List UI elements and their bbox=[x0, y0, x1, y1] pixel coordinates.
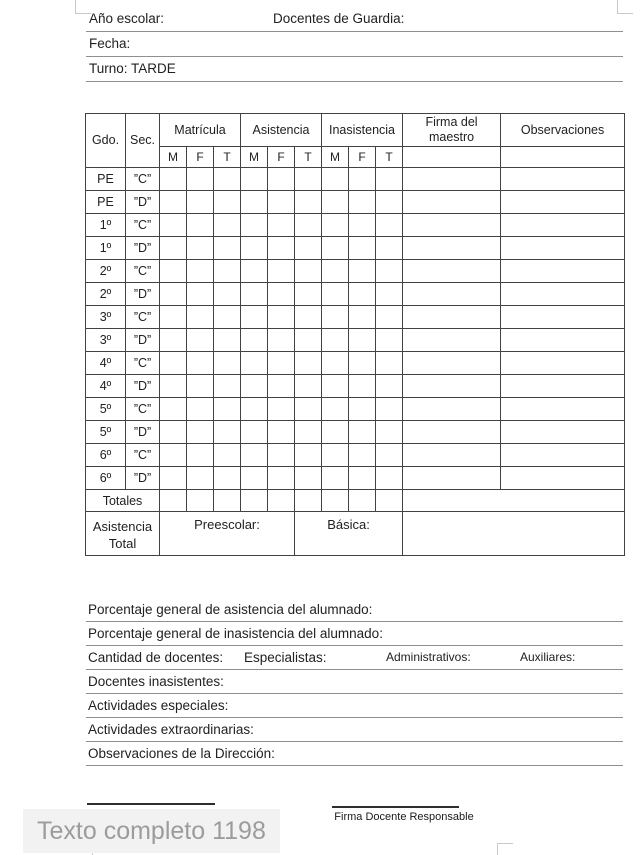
fecha-label: Fecha: bbox=[89, 36, 131, 51]
value-cell bbox=[403, 306, 501, 329]
value-cell bbox=[403, 191, 501, 214]
value-cell bbox=[322, 237, 349, 260]
value-cell bbox=[349, 398, 376, 421]
section-cell: ”D” bbox=[126, 421, 160, 444]
value-cell bbox=[322, 214, 349, 237]
value-cell bbox=[295, 260, 322, 283]
field-porcentaje-asistencia bbox=[86, 598, 623, 622]
value-cell bbox=[268, 375, 295, 398]
col-header-asistencia: Asistencia bbox=[241, 114, 322, 147]
value-cell bbox=[403, 467, 501, 490]
value-cell bbox=[295, 444, 322, 467]
value-cell bbox=[403, 398, 501, 421]
value-cell bbox=[268, 237, 295, 260]
totales-row bbox=[86, 490, 625, 512]
value-cell bbox=[376, 237, 403, 260]
value-cell bbox=[501, 352, 625, 375]
value-cell bbox=[241, 260, 268, 283]
value-cell bbox=[376, 168, 403, 191]
grade-cell: PE bbox=[86, 168, 126, 191]
grade-cell: 3º bbox=[86, 329, 126, 352]
preescolar-cell: Preescolar: bbox=[160, 512, 295, 556]
value-cell bbox=[187, 168, 214, 191]
section-cell: ”C” bbox=[126, 306, 160, 329]
value-cell bbox=[349, 237, 376, 260]
value-cell bbox=[214, 444, 241, 467]
section-cell: ”D” bbox=[126, 375, 160, 398]
value-cell bbox=[268, 168, 295, 191]
actividades-especiales-label: Actividades especiales: bbox=[88, 698, 229, 713]
value-cell bbox=[268, 444, 295, 467]
total-cell bbox=[349, 490, 376, 512]
value-cell bbox=[349, 283, 376, 306]
subcol-f: F bbox=[187, 147, 214, 168]
value-cell bbox=[214, 283, 241, 306]
value-cell bbox=[241, 398, 268, 421]
grade-cell: PE bbox=[86, 191, 126, 214]
total-cell bbox=[241, 490, 268, 512]
value-cell bbox=[322, 375, 349, 398]
value-cell bbox=[214, 467, 241, 490]
value-cell bbox=[160, 214, 187, 237]
value-cell bbox=[349, 214, 376, 237]
value-cell bbox=[214, 352, 241, 375]
section-cell: ”D” bbox=[126, 283, 160, 306]
value-cell bbox=[268, 467, 295, 490]
total-cell bbox=[295, 490, 322, 512]
anio-escolar-label: Año escolar: bbox=[89, 11, 165, 26]
field-actividades-extraordinarias bbox=[86, 718, 623, 742]
value-cell bbox=[241, 214, 268, 237]
value-cell bbox=[160, 421, 187, 444]
value-cell bbox=[295, 329, 322, 352]
value-cell bbox=[349, 352, 376, 375]
section-cell: ”C” bbox=[126, 214, 160, 237]
firma-docente-responsable-label: Firma Docente Responsable bbox=[334, 811, 474, 823]
field-docentes-inasistentes bbox=[86, 670, 623, 694]
basica-cell: Básica: bbox=[295, 512, 403, 556]
value-cell bbox=[349, 467, 376, 490]
total-cell bbox=[187, 490, 214, 512]
value-cell bbox=[214, 214, 241, 237]
value-cell bbox=[241, 444, 268, 467]
value-cell bbox=[403, 329, 501, 352]
value-cell bbox=[403, 283, 501, 306]
value-cell bbox=[241, 306, 268, 329]
value-cell bbox=[403, 375, 501, 398]
grade-cell: 5º bbox=[86, 398, 126, 421]
table-row bbox=[86, 352, 625, 375]
value-cell bbox=[187, 237, 214, 260]
empty-header-cell bbox=[501, 147, 625, 168]
field-observaciones-direccion bbox=[86, 742, 623, 766]
value-cell bbox=[295, 214, 322, 237]
section-cell: ”C” bbox=[126, 398, 160, 421]
value-cell bbox=[187, 283, 214, 306]
table-row bbox=[86, 329, 625, 352]
value-cell bbox=[160, 168, 187, 191]
grade-cell: 3º bbox=[86, 306, 126, 329]
value-cell bbox=[295, 421, 322, 444]
value-cell bbox=[376, 283, 403, 306]
value-cell bbox=[376, 467, 403, 490]
table-row bbox=[86, 214, 625, 237]
field-row-anio-docentes bbox=[86, 7, 623, 32]
value-cell bbox=[241, 191, 268, 214]
attendance-table bbox=[85, 113, 625, 556]
docentes-guardia-label: Docentes de Guardia: bbox=[273, 11, 405, 26]
value-cell bbox=[214, 375, 241, 398]
value-cell bbox=[295, 168, 322, 191]
value-cell bbox=[376, 306, 403, 329]
value-cell bbox=[187, 375, 214, 398]
subcol-t: T bbox=[295, 147, 322, 168]
grade-cell: 1º bbox=[86, 214, 126, 237]
value-cell bbox=[403, 444, 501, 467]
value-cell bbox=[295, 352, 322, 375]
section-cell: ”C” bbox=[126, 444, 160, 467]
value-cell bbox=[160, 237, 187, 260]
grade-cell: 6º bbox=[86, 467, 126, 490]
value-cell bbox=[349, 260, 376, 283]
table-row bbox=[86, 168, 625, 191]
value-cell bbox=[403, 421, 501, 444]
value-cell bbox=[349, 191, 376, 214]
value-cell bbox=[403, 352, 501, 375]
value-cell bbox=[214, 168, 241, 191]
value-cell bbox=[160, 191, 187, 214]
value-cell bbox=[349, 421, 376, 444]
value-cell bbox=[214, 398, 241, 421]
section-cell: ”D” bbox=[126, 467, 160, 490]
value-cell bbox=[160, 306, 187, 329]
value-cell bbox=[241, 329, 268, 352]
grade-cell: 4º bbox=[86, 352, 126, 375]
signature-line-right bbox=[332, 806, 459, 808]
table-row bbox=[86, 398, 625, 421]
value-cell bbox=[187, 260, 214, 283]
section-cell: ”D” bbox=[126, 329, 160, 352]
value-cell bbox=[187, 191, 214, 214]
value-cell bbox=[241, 237, 268, 260]
value-cell bbox=[376, 352, 403, 375]
value-cell bbox=[187, 306, 214, 329]
grade-cell: 6º bbox=[86, 444, 126, 467]
value-cell bbox=[160, 260, 187, 283]
value-cell bbox=[241, 352, 268, 375]
value-cell bbox=[214, 237, 241, 260]
value-cell bbox=[187, 444, 214, 467]
value-cell bbox=[295, 283, 322, 306]
value-cell bbox=[268, 421, 295, 444]
table-header-row-groups bbox=[86, 114, 625, 147]
subcol-m: M bbox=[322, 147, 349, 168]
value-cell bbox=[376, 260, 403, 283]
porcentaje-inasistencia-label: Porcentaje general de inasistencia del alumnado: bbox=[88, 626, 383, 641]
value-cell bbox=[501, 260, 625, 283]
turno-label: Turno: TARDE bbox=[89, 61, 176, 76]
table-row bbox=[86, 467, 625, 490]
value-cell bbox=[376, 398, 403, 421]
value-cell bbox=[501, 191, 625, 214]
value-cell bbox=[241, 375, 268, 398]
total-cell bbox=[214, 490, 241, 512]
value-cell bbox=[322, 168, 349, 191]
value-cell bbox=[501, 329, 625, 352]
value-cell bbox=[376, 191, 403, 214]
table-row bbox=[86, 444, 625, 467]
value-cell bbox=[187, 214, 214, 237]
value-cell bbox=[501, 237, 625, 260]
value-cell bbox=[403, 237, 501, 260]
total-cell bbox=[268, 490, 295, 512]
value-cell bbox=[241, 283, 268, 306]
form-bottom-fields bbox=[86, 598, 623, 766]
page-corner-mark-bottom-right bbox=[497, 843, 513, 855]
value-cell bbox=[376, 375, 403, 398]
especialistas-label: Especialistas: bbox=[244, 650, 327, 665]
value-cell bbox=[322, 352, 349, 375]
form-header bbox=[86, 7, 623, 82]
value-cell bbox=[501, 214, 625, 237]
table-row bbox=[86, 191, 625, 214]
value-cell bbox=[322, 306, 349, 329]
value-cell bbox=[268, 329, 295, 352]
value-cell bbox=[160, 283, 187, 306]
cantidad-docentes-label: Cantidad de docentes: bbox=[88, 650, 224, 665]
value-cell bbox=[160, 398, 187, 421]
grade-cell: 2º bbox=[86, 283, 126, 306]
value-cell bbox=[241, 421, 268, 444]
value-cell bbox=[349, 168, 376, 191]
value-cell bbox=[501, 283, 625, 306]
value-cell bbox=[295, 398, 322, 421]
value-cell bbox=[322, 283, 349, 306]
value-cell bbox=[160, 329, 187, 352]
value-cell bbox=[160, 375, 187, 398]
total-cell-wide bbox=[403, 490, 625, 512]
subcol-t: T bbox=[376, 147, 403, 168]
value-cell bbox=[322, 260, 349, 283]
value-cell bbox=[403, 214, 501, 237]
value-cell bbox=[268, 214, 295, 237]
actividades-extraordinarias-label: Actividades extraordinarias: bbox=[88, 722, 254, 737]
value-cell bbox=[187, 421, 214, 444]
value-cell bbox=[160, 444, 187, 467]
value-cell bbox=[349, 329, 376, 352]
table-row bbox=[86, 260, 625, 283]
field-actividades-especiales bbox=[86, 694, 623, 718]
porcentaje-asistencia-label: Porcentaje general de asistencia del alumnado: bbox=[88, 602, 373, 617]
table-row bbox=[86, 237, 625, 260]
value-cell bbox=[268, 352, 295, 375]
value-cell bbox=[322, 467, 349, 490]
value-cell bbox=[501, 421, 625, 444]
section-cell: ”C” bbox=[126, 352, 160, 375]
value-cell bbox=[187, 467, 214, 490]
field-row-fecha bbox=[86, 32, 623, 57]
texto-completo-link[interactable]: Texto completo 1198 bbox=[23, 809, 280, 853]
field-porcentaje-inasistencia bbox=[86, 622, 623, 646]
value-cell bbox=[403, 168, 501, 191]
value-cell bbox=[501, 398, 625, 421]
value-cell bbox=[187, 352, 214, 375]
col-header-firma-maestro: Firma del maestro bbox=[403, 114, 501, 147]
value-cell bbox=[214, 191, 241, 214]
value-cell bbox=[501, 306, 625, 329]
value-cell bbox=[349, 444, 376, 467]
value-cell bbox=[295, 306, 322, 329]
value-cell bbox=[160, 467, 187, 490]
value-cell bbox=[322, 444, 349, 467]
field-row-turno bbox=[86, 57, 623, 82]
empty-cell bbox=[403, 512, 625, 556]
value-cell bbox=[268, 306, 295, 329]
col-header-matricula: Matrícula bbox=[160, 114, 241, 147]
value-cell bbox=[241, 168, 268, 191]
subcol-t: T bbox=[214, 147, 241, 168]
value-cell bbox=[268, 191, 295, 214]
col-header-sec: Sec. bbox=[126, 114, 160, 168]
value-cell bbox=[349, 306, 376, 329]
grade-cell: 2º bbox=[86, 260, 126, 283]
subcol-m: M bbox=[241, 147, 268, 168]
value-cell bbox=[295, 191, 322, 214]
value-cell bbox=[376, 444, 403, 467]
table-row bbox=[86, 421, 625, 444]
asistencia-total-row bbox=[86, 512, 625, 556]
total-cell bbox=[376, 490, 403, 512]
value-cell bbox=[322, 398, 349, 421]
value-cell bbox=[295, 467, 322, 490]
docentes-inasistentes-label: Docentes inasistentes: bbox=[88, 674, 224, 689]
value-cell bbox=[214, 260, 241, 283]
value-cell bbox=[376, 214, 403, 237]
grade-cell: 5º bbox=[86, 421, 126, 444]
table-row bbox=[86, 306, 625, 329]
value-cell bbox=[268, 260, 295, 283]
value-cell bbox=[501, 467, 625, 490]
value-cell bbox=[322, 191, 349, 214]
value-cell bbox=[501, 375, 625, 398]
value-cell bbox=[295, 237, 322, 260]
value-cell bbox=[187, 329, 214, 352]
table-row bbox=[86, 375, 625, 398]
col-header-inasistencia: Inasistencia bbox=[322, 114, 403, 147]
value-cell bbox=[214, 421, 241, 444]
table-header-row-mft bbox=[86, 147, 625, 168]
subcol-f: F bbox=[268, 147, 295, 168]
col-header-gdo: Gdo. bbox=[86, 114, 126, 168]
observaciones-direccion-label: Observaciones de la Dirección: bbox=[88, 746, 275, 761]
value-cell bbox=[501, 168, 625, 191]
table-body bbox=[86, 168, 625, 490]
auxiliares-label: Auxiliares: bbox=[520, 650, 576, 664]
value-cell bbox=[295, 375, 322, 398]
table-row bbox=[86, 283, 625, 306]
asistencia-total-label: Asistencia Total bbox=[86, 512, 160, 556]
grade-cell: 1º bbox=[86, 237, 126, 260]
total-cell bbox=[322, 490, 349, 512]
section-cell: ”C” bbox=[126, 168, 160, 191]
administrativos-label: Administrativos: bbox=[386, 650, 471, 664]
value-cell bbox=[322, 421, 349, 444]
section-cell: ”D” bbox=[126, 237, 160, 260]
value-cell bbox=[160, 352, 187, 375]
value-cell bbox=[349, 375, 376, 398]
field-docentes-counts bbox=[86, 646, 623, 670]
value-cell bbox=[214, 306, 241, 329]
value-cell bbox=[403, 260, 501, 283]
signature-line-left bbox=[87, 803, 215, 805]
value-cell bbox=[376, 329, 403, 352]
value-cell bbox=[376, 421, 403, 444]
value-cell bbox=[268, 283, 295, 306]
subcol-f: F bbox=[349, 147, 376, 168]
value-cell bbox=[214, 329, 241, 352]
totales-label: Totales bbox=[86, 490, 160, 512]
subcol-m: M bbox=[160, 147, 187, 168]
value-cell bbox=[501, 444, 625, 467]
section-cell: ”D” bbox=[126, 191, 160, 214]
section-cell: ”C” bbox=[126, 260, 160, 283]
empty-header-cell bbox=[403, 147, 501, 168]
value-cell bbox=[187, 398, 214, 421]
col-header-observaciones: Observaciones bbox=[501, 114, 625, 147]
value-cell bbox=[268, 398, 295, 421]
value-cell bbox=[241, 467, 268, 490]
value-cell bbox=[322, 329, 349, 352]
grade-cell: 4º bbox=[86, 375, 126, 398]
total-cell bbox=[160, 490, 187, 512]
